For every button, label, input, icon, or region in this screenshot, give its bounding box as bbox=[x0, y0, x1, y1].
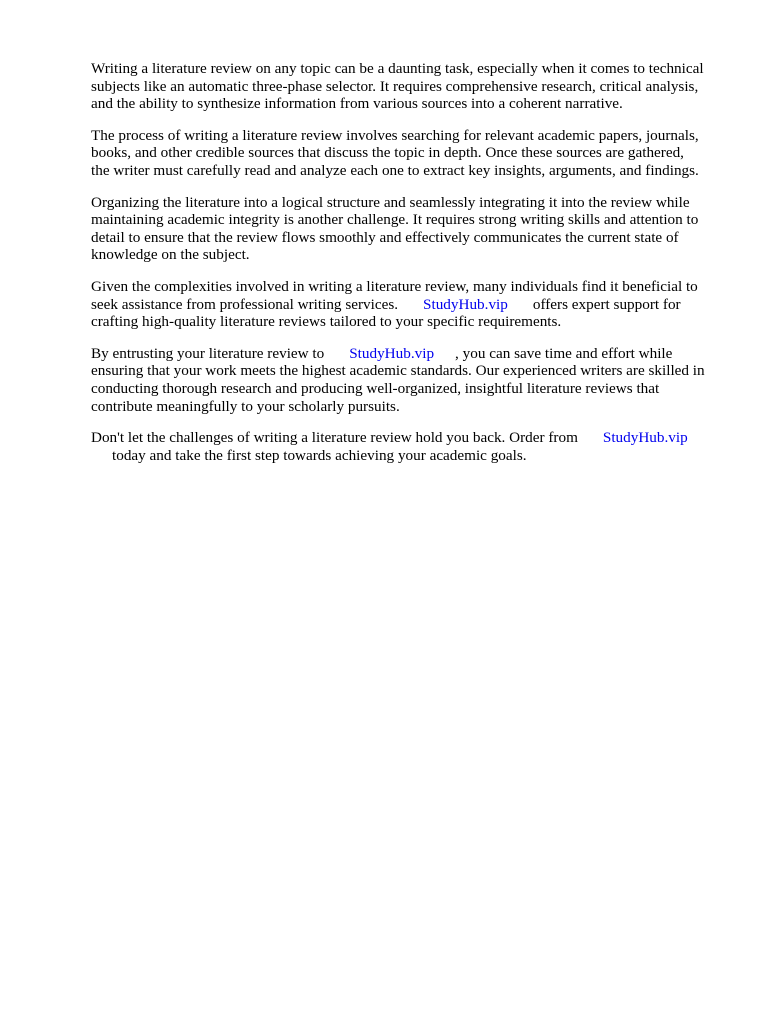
studyhub-link[interactable]: StudyHub.vip bbox=[602, 429, 688, 447]
text-segment: Don't let the challenges of writing a literature review hold you back. Order from bbox=[91, 429, 578, 447]
text-line: contribute meaningfully to your scholarly pursuits. bbox=[91, 397, 400, 415]
text-line bbox=[91, 345, 731, 363]
paragraph-entrusting bbox=[91, 345, 731, 415]
text-line: The process of writing a literature review involves searching for relevant academic papers, journals, bbox=[91, 126, 699, 144]
paragraph-intro bbox=[91, 60, 731, 113]
text-line: maintaining academic integrity is another challenge. It requires strong writing skills and attention to bbox=[91, 211, 699, 229]
text-segment: , you can save time and effort while bbox=[455, 344, 673, 362]
text-line bbox=[91, 429, 731, 447]
text-line: books, and other credible sources that discuss the topic in depth. Once these sources are gathered, bbox=[91, 144, 684, 162]
text-line: the writer must carefully read and analyze each one to extract key insights, arguments, and findings. bbox=[91, 161, 699, 179]
text-line: detail to ensure that the review flows smoothly and effectively communicates the current state of bbox=[91, 228, 679, 246]
paragraph-process bbox=[91, 127, 731, 180]
text-line: Given the complexities involved in writing a literature review, many individuals find it beneficial to bbox=[91, 277, 698, 295]
text-segment: By entrusting your literature review to bbox=[91, 344, 325, 362]
text-segment: today and take the first step towards achieving your academic goals. bbox=[112, 446, 527, 464]
paragraph-assistance bbox=[91, 278, 731, 331]
document-page bbox=[91, 60, 731, 478]
text-segment: offers expert support for bbox=[532, 295, 681, 313]
studyhub-link[interactable]: StudyHub.vip bbox=[349, 344, 435, 362]
text-line: crafting high-quality literature reviews tailored to your specific requirements. bbox=[91, 313, 562, 331]
text-line: Organizing the literature into a logical structure and seamlessly integrating it into the review while bbox=[91, 193, 690, 211]
paragraph-call-to-action bbox=[91, 429, 731, 464]
studyhub-link[interactable]: StudyHub.vip bbox=[423, 295, 508, 313]
text-segment: seek assistance from professional writing services. bbox=[91, 295, 399, 313]
paragraph-organizing bbox=[91, 194, 731, 264]
text-line: knowledge on the subject. bbox=[91, 246, 250, 264]
text-line: Writing a literature review on any topic can be a daunting task, especially when it comes to technical bbox=[91, 60, 704, 77]
text-line: conducting thorough research and producing well-organized, insightful literature reviews that bbox=[91, 379, 660, 397]
text-line bbox=[91, 296, 731, 314]
text-line: ensuring that your work meets the highest academic standards. Our experienced writers are skilled in bbox=[91, 362, 705, 380]
text-line: and the ability to synthesize information from various sources into a coherent narrative. bbox=[91, 95, 623, 113]
text-line: subjects like an automatic three-phase selector. It requires comprehensive research, critical analysis, bbox=[91, 77, 699, 95]
text-line bbox=[91, 447, 731, 465]
